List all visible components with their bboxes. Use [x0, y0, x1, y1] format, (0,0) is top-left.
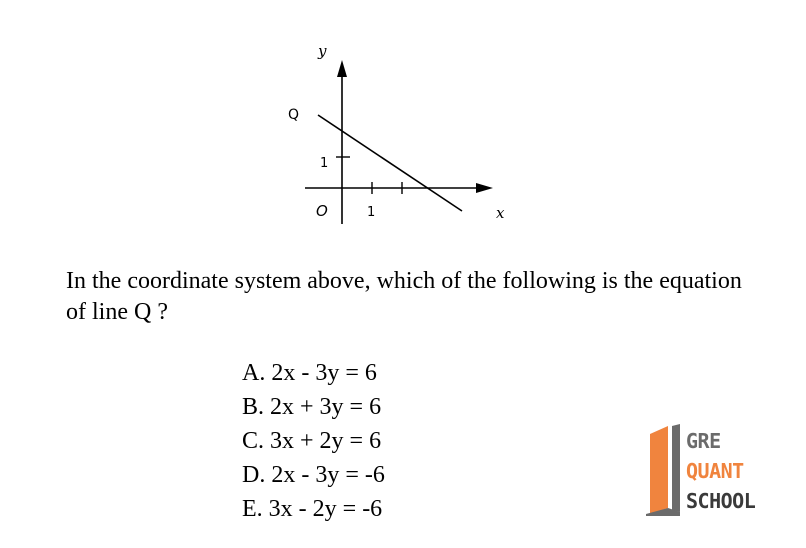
logo-line-school: SCHOOL	[686, 489, 756, 513]
logo-line-gre: GRE	[686, 429, 721, 453]
x-axis-label: x	[496, 204, 505, 222]
y-axis-arrow	[337, 60, 347, 77]
choice-c[interactable]: C. 3x + 2y = 6	[242, 428, 382, 454]
origin-label: O	[316, 202, 328, 220]
choice-e[interactable]: E. 3x - 2y = -6	[242, 496, 383, 522]
choice-d[interactable]: D. 2x - 3y = -6	[242, 462, 385, 488]
line-q	[318, 115, 462, 211]
x-axis-arrow	[476, 183, 493, 193]
answer-choices	[242, 356, 385, 526]
question-text: In the coordinate system above, which of the following is the equation of line Q ?	[66, 268, 742, 325]
x-tick-label: 1	[367, 205, 376, 220]
book-icon	[644, 424, 684, 516]
line-q-label: Q	[288, 107, 300, 123]
y-axis-label: y	[318, 42, 327, 60]
choice-b[interactable]: B. 2x + 3y = 6	[242, 394, 382, 420]
y-tick-label: 1	[320, 156, 329, 171]
logo-text	[686, 426, 755, 516]
choice-a[interactable]: A. 2x - 3y = 6	[242, 360, 377, 386]
logo-line-quant: QUANT	[686, 459, 744, 483]
gre-quant-school-logo	[644, 424, 774, 516]
